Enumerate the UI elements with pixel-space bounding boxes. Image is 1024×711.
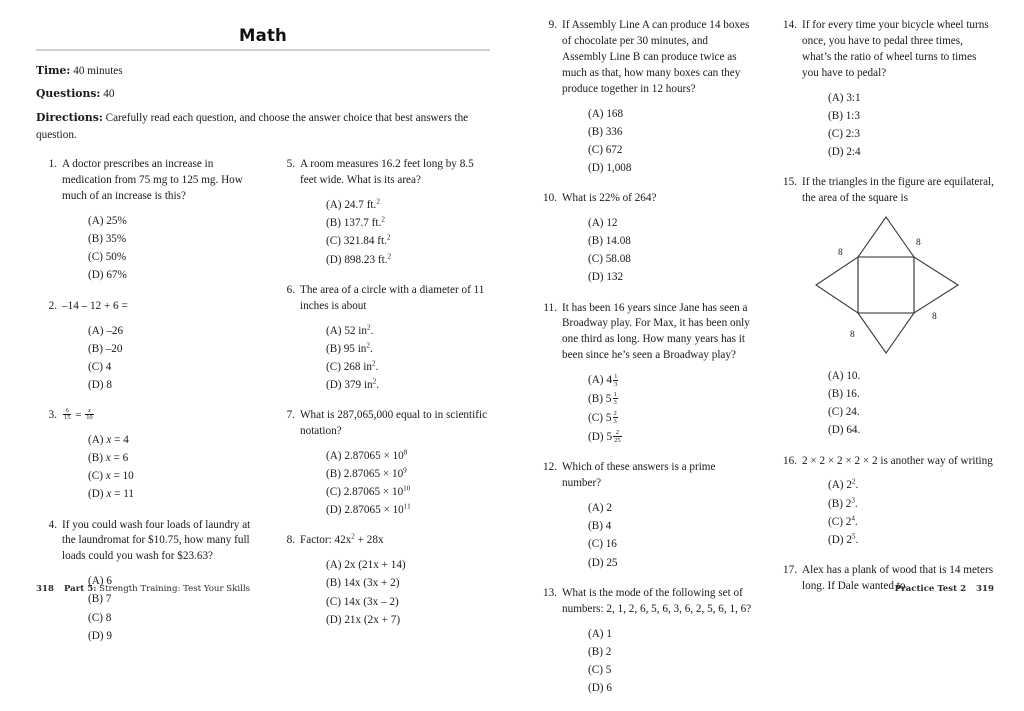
answer-choices (588, 105, 754, 178)
exponent: 2 (381, 215, 385, 224)
answer-choice[interactable]: (D) 9 (88, 629, 112, 642)
answer-choice[interactable]: (B) 1:3 (828, 109, 861, 122)
answer-choice[interactable]: (D) 132 (588, 271, 624, 284)
question-number: 7. (286, 409, 295, 422)
question-9 (536, 18, 754, 177)
question-1 (36, 157, 252, 284)
answer-choice[interactable]: (C) $2.87065 \times 10^{10}$ (326, 484, 411, 499)
figure-label-bottom: 8 (850, 330, 855, 340)
directions-label: Directions: (36, 110, 103, 124)
footer-right-title: Practice Test 2 (894, 584, 967, 594)
answer-choice[interactable]: (D) 64. (828, 424, 861, 437)
exponent: 2 (376, 197, 380, 206)
question-text: –14 – 12 + 6 = (62, 299, 128, 312)
question-2 (36, 299, 252, 394)
question-text: If for every time your bicycle wheel turns once, you have to pedal three times, what’s the ratio of wheel turns to times you have to pedal? (802, 19, 989, 79)
question-body (562, 586, 754, 697)
question-text: 2 × 2 × 2 × 2 × 2 is another way of writing (802, 454, 993, 467)
fraction (63, 408, 71, 423)
question-text: If the triangles in the figure are equilateral, the area of the square is (802, 176, 994, 205)
question-text: A doctor prescribes an increase in medication from 75 mg to 125 mg. How much of an increase is this? (62, 158, 243, 203)
answer-choice[interactable]: (C) $2^4$. (828, 514, 858, 528)
meta-time-label: Time: (36, 64, 71, 77)
question-text: What is the mode of the following set of numbers: 2, 1, 2, 6, 5, 6, 3, 6, 2, 5, 6, 1, 6? (562, 586, 752, 615)
question-text: What is 22% of 264? (562, 192, 657, 205)
question-number: 2. (48, 299, 57, 312)
answer-choice[interactable]: (B) 14x (3x + 2) (326, 577, 400, 590)
star-figure-svg (806, 215, 976, 355)
answer-choice[interactable]: (C) 2:3 (828, 127, 861, 140)
answer-choice[interactable]: (C) 321.84 ft.$^2$ (326, 233, 391, 248)
question-4 (36, 518, 252, 645)
answer-choices (828, 367, 994, 440)
fraction (613, 410, 618, 425)
answer-choices (88, 322, 252, 395)
answer-choices (326, 196, 490, 269)
footer-left (36, 584, 250, 594)
directions-text: Carefully read each question, and choose the answer choice that best answers the question. (36, 111, 469, 141)
fraction (613, 429, 622, 444)
right-page-columns (536, 18, 994, 711)
exponent: 2 (367, 322, 371, 331)
fraction-denominator: 10 (86, 414, 93, 422)
answer-choices (326, 322, 490, 395)
question-6 (274, 283, 490, 394)
answer-choice[interactable]: (A) 4 $\frac{1}{3}$ (588, 372, 618, 388)
meta-questions-label: Questions: (36, 87, 101, 101)
question-body (802, 175, 994, 439)
question-number: 1. (48, 158, 57, 171)
exponent: 5 (851, 532, 856, 541)
question-13 (536, 586, 754, 697)
question-7 (274, 408, 490, 519)
exponent: 11 (403, 502, 411, 511)
question-text: A room measures 16.2 feet long by 8.5 feet wide. What is its area? (300, 158, 474, 187)
answer-choice[interactable]: (A) –26 (88, 324, 124, 337)
footer-right-page-number: 319 (976, 584, 994, 594)
answer-choice[interactable]: (D) 379 $in^2$. (326, 377, 379, 391)
answer-choice[interactable]: (B) 7 (88, 593, 112, 606)
directions (36, 110, 490, 144)
question-body (562, 191, 754, 286)
question-number: 10. (543, 192, 557, 205)
answer-choices (588, 371, 754, 446)
question-number: 9. (548, 19, 557, 31)
question-body (300, 283, 490, 394)
question-body (300, 408, 490, 519)
question-body (62, 518, 252, 645)
answer-choice[interactable]: (D) 21x (2x + 7) (326, 613, 401, 626)
question-text: Alex has a plank of wood that is 14 meters long. If Dale wanted to (802, 564, 994, 592)
fraction-denominator: 3 (614, 380, 618, 388)
answer-choice[interactable]: (A) 168 (588, 107, 624, 120)
answer-choice[interactable]: (B) 336 (588, 125, 623, 138)
meta-questions-value: 40 (100, 88, 115, 101)
answer-choices (88, 212, 252, 285)
question-body (562, 18, 754, 177)
question-3 (36, 408, 252, 503)
exponent: 3 (851, 495, 855, 504)
question-text: Which of these answers is a prime number? (562, 461, 716, 490)
question-number: 6. (286, 283, 295, 296)
answer-choice[interactable]: (B) 14.08 (588, 235, 631, 248)
question-number: 15. (783, 176, 797, 189)
answer-choice[interactable]: (C) 50% (88, 251, 127, 264)
answer-choice[interactable]: (C) 672 (588, 143, 623, 156)
answer-choices (326, 447, 490, 520)
figure-label-top: 8 (916, 238, 921, 248)
question-number: 16. (783, 454, 797, 467)
answer-choice[interactable]: (A) 24.7 ft.$^2$ (326, 197, 380, 212)
fraction (613, 391, 618, 406)
answer-choice[interactable]: (B) 5 $\frac{1}{3}$ (588, 391, 617, 407)
answer-choice[interactable]: (D) 25 (588, 556, 618, 569)
answer-choice[interactable]: (A) 1 (588, 627, 612, 640)
answer-choice[interactable]: (B) 4 (588, 520, 612, 533)
answer-choice[interactable]: (B) $2.87065 \times 10^9$ (326, 466, 407, 481)
exponent: 2 (851, 477, 856, 486)
question-number: 3. (48, 409, 57, 422)
question-number: 14. (783, 19, 797, 31)
column-4 (776, 18, 994, 609)
exponent: 2 (372, 377, 377, 386)
fraction (613, 373, 618, 388)
answer-choice[interactable]: (A) 10. (828, 370, 861, 382)
question-number: 5. (286, 158, 295, 171)
answer-choice[interactable]: (C) 16 (588, 538, 617, 551)
footer-left-title: Strength Training: Test Your Skills (96, 584, 251, 594)
figure-labels (838, 238, 937, 340)
question-text: If Assembly Line A can produce 14 boxes of chocolate per 30 minutes, and Assembly Line B can produce twice as much as that, how many boxes can they produce together in 12 hours? (562, 19, 750, 95)
fraction-numerator: 1 (614, 372, 618, 380)
fraction-numerator: x (85, 408, 93, 416)
exponent: 2 (366, 340, 370, 349)
answer-choice[interactable]: (C) 8 (88, 611, 112, 624)
answer-choice[interactable]: (A) 6 (88, 575, 112, 588)
question-8 (274, 533, 490, 628)
answer-choice[interactable]: (C) 268 $in^2$. (326, 359, 379, 373)
figure-label-left: 8 (838, 248, 843, 258)
answer-choice[interactable]: (C) 5 $\frac{2}{3}$ (588, 410, 617, 426)
question-12 (536, 460, 754, 571)
fraction-numerator: 2 (613, 410, 617, 418)
question-number: 13. (543, 586, 557, 599)
fraction-denominator: 3 (613, 418, 617, 426)
answer-choice[interactable]: (D) 898.23 ft.$^2$ (326, 251, 392, 266)
question-text: The area of a circle with a diameter of 11 inches is about (300, 283, 485, 312)
answer-choices (588, 625, 754, 698)
answer-choice[interactable]: (B) 95 $in^2$. (326, 340, 373, 355)
answer-choice[interactable]: (B) $2^3$. (828, 495, 858, 510)
fraction-denominator: 25 (614, 436, 621, 444)
exponent: 2 (386, 233, 391, 242)
question-text: What is 287,065,000 equal to in scientific notation? (300, 409, 488, 437)
answer-choice[interactable]: (D) $2^5$. (828, 532, 859, 546)
fraction-denominator: 3 (613, 399, 617, 407)
answer-choice[interactable]: (D) 8 (88, 378, 112, 391)
question-body (802, 454, 994, 549)
answer-choice[interactable]: (C) 14x (3x – 2) (326, 595, 399, 608)
answer-choice[interactable]: (D) 67% (88, 269, 127, 282)
question-number: 12. (543, 461, 557, 474)
exponent: 10 (403, 484, 411, 493)
answer-choice[interactable]: (A) $2.87065 \times 10^8$ (326, 448, 408, 462)
question-number: 4. (48, 518, 57, 531)
question-body (802, 18, 994, 161)
answer-choice[interactable]: (C) 58.08 (588, 253, 631, 266)
answer-choice[interactable]: (B) 2 (588, 645, 612, 658)
fraction-numerator: 2 (613, 429, 622, 437)
question-body (562, 301, 754, 447)
answer-choices (88, 431, 252, 504)
fraction-denominator: 15 (64, 414, 71, 422)
answer-choice[interactable]: (B) x = 6 (88, 452, 129, 465)
question-15 (776, 175, 994, 439)
answer-choice[interactable]: (D) 1,008 (588, 161, 632, 174)
question-16 (776, 454, 994, 549)
meta-time (36, 63, 490, 80)
exponent: 2 (372, 359, 376, 368)
column-3 (536, 18, 754, 711)
question-text: $\frac{6}{15}$ = $\frac{x}{10}$ (64, 406, 93, 422)
answer-choice[interactable]: (A) 25% (88, 215, 127, 228)
figure-label-right: 8 (932, 312, 937, 322)
footer-left-part: Part 5: (63, 584, 97, 594)
question-body (62, 408, 252, 503)
answer-choices (828, 476, 994, 549)
exponent: 2 (351, 532, 355, 541)
answer-choice[interactable]: (B) 16. (828, 388, 860, 401)
answer-choice[interactable]: (D) 5 $\frac{2}{25}$ (588, 428, 621, 444)
answer-choice[interactable]: (B) 137.7 ft.$^2$ (326, 215, 385, 230)
right-page (512, 0, 1024, 694)
question-14 (776, 18, 994, 161)
answer-choice[interactable]: (A) $2^2$. (828, 477, 859, 492)
answer-choice[interactable]: (A) 12 (588, 217, 618, 229)
exponent: 8 (403, 448, 408, 457)
geometry-figure (806, 215, 994, 360)
question-text: Factor: $42x^2 + 28x$ (300, 532, 384, 547)
answer-choices (828, 89, 994, 162)
fraction (85, 408, 93, 423)
answer-choice[interactable]: (C) x = 10 (88, 470, 134, 483)
answer-choice[interactable]: (D) 2:4 (828, 146, 861, 159)
exponent: 4 (851, 514, 855, 523)
exponent: 9 (403, 466, 407, 475)
question-body (300, 157, 490, 268)
question-11 (536, 301, 754, 447)
footer-right (895, 584, 994, 594)
question-number: 17. (783, 564, 797, 577)
answer-choice[interactable]: (B) –20 (88, 342, 123, 355)
answer-choice[interactable]: (A) 2x (21x + 14) (326, 559, 406, 572)
answer-choice[interactable]: (A) 52 $in^2$. (326, 322, 374, 337)
page-title: Math (239, 26, 287, 45)
answer-choice[interactable]: (C) 4 (88, 360, 112, 373)
left-page (0, 0, 512, 642)
answer-choice[interactable]: (D) $2.87065 \times 10^{11}$ (326, 502, 411, 517)
question-text: If you could wash four loads of laundry at the laundromat for $10.75, how many full loads could you wash for $23.63? (62, 518, 251, 563)
answer-choices (588, 499, 754, 572)
question-body (562, 460, 754, 571)
answer-choice[interactable]: (C) 24. (828, 406, 860, 419)
answer-choice[interactable]: (A) x = 4 (88, 433, 129, 446)
answer-choice[interactable]: (A) 2 (588, 502, 612, 515)
question-text: It has been 16 years since Jane has seen a Broadway play. For Max, it has been only one third as long. How many years has it been since he’s seen a Broadway play? (562, 301, 750, 362)
answer-choice[interactable]: (A) 3:1 (828, 91, 861, 104)
question-number: 11. (543, 301, 557, 314)
answer-choice[interactable]: (B) 35% (88, 233, 127, 246)
fraction-numerator: 6 (63, 408, 71, 416)
answer-choices (326, 556, 490, 629)
meta-time-value: 40 minutes (70, 65, 123, 77)
question-10 (536, 191, 754, 286)
question-number: 8. (286, 534, 295, 547)
column-2 (274, 157, 490, 643)
exponent: 2 (387, 251, 392, 260)
fraction-numerator: 1 (613, 391, 617, 399)
question-body (300, 533, 490, 628)
question-body (62, 157, 252, 284)
answer-choice[interactable]: (D) x = 11 (88, 488, 134, 501)
answer-choice[interactable]: (C) 5 (588, 663, 612, 676)
question-5 (274, 157, 490, 268)
meta-questions (36, 86, 490, 103)
footer-left-page-number: 318 (36, 584, 54, 594)
title-rule (36, 49, 490, 51)
answer-choices (588, 214, 754, 287)
answer-choice[interactable]: (D) 6 (588, 681, 612, 694)
question-body (62, 299, 252, 394)
